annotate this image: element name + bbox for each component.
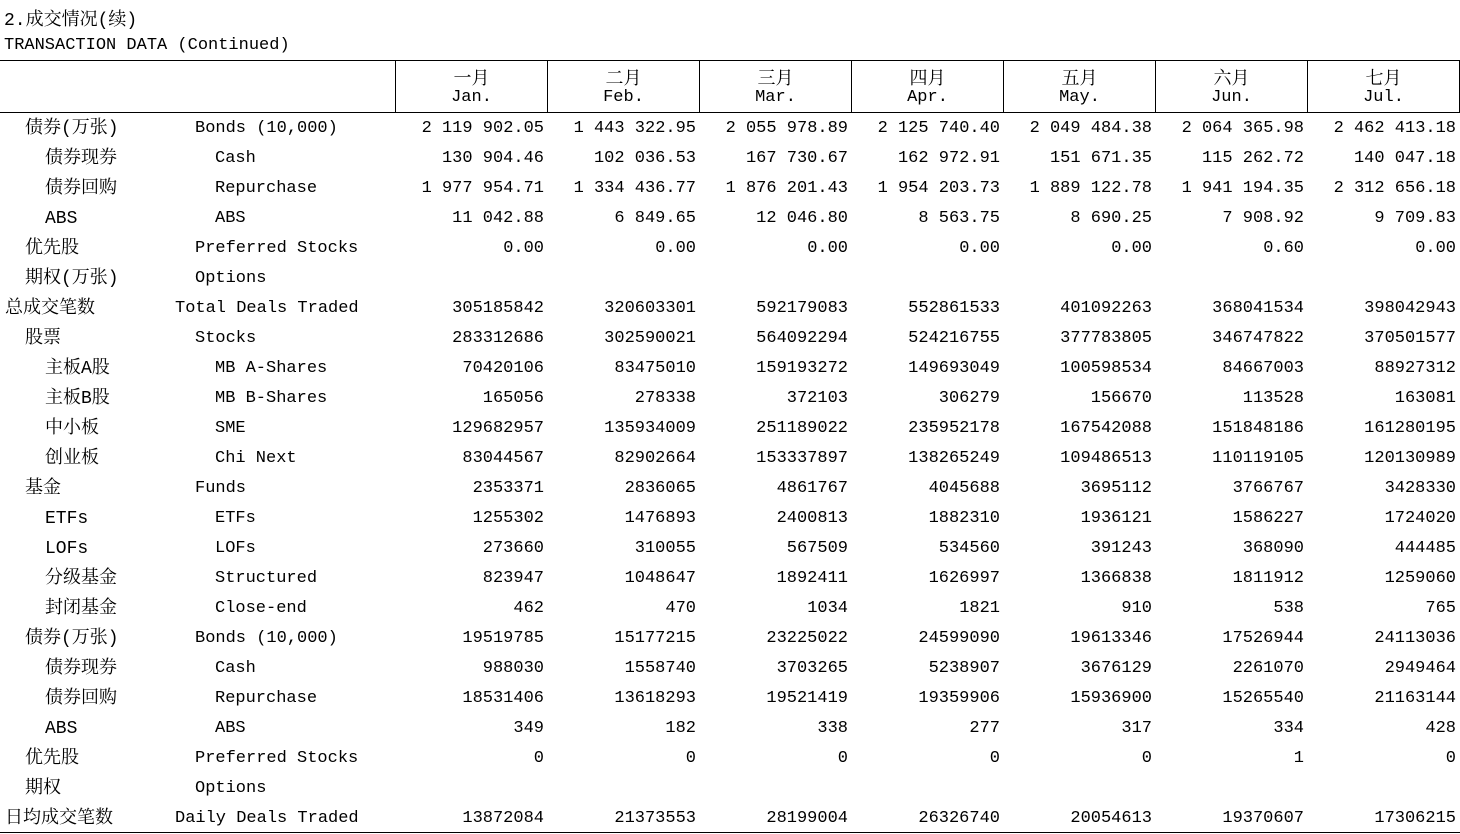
cell-value: 151848186 (1212, 419, 1304, 438)
cell-value: 138265249 (908, 449, 1000, 468)
cell-value: 28199004 (766, 809, 848, 828)
cell-value: 182 (665, 719, 696, 738)
row-label-en: Structured (215, 569, 318, 588)
cell-value: 109486513 (1060, 449, 1152, 468)
row-label-cn: 股票 (25, 329, 61, 349)
cell-value: 12 046.80 (756, 209, 848, 228)
table-row (0, 474, 1460, 504)
table-header (395, 61, 1460, 112)
cell-value: 19370607 (1222, 809, 1304, 828)
cell-value: 13618293 (614, 689, 696, 708)
cell-value: 1936121 (1080, 509, 1152, 528)
row-label-en: Bonds (10,000) (195, 119, 338, 138)
table-row (0, 384, 1460, 414)
cell-value: 470 (665, 599, 696, 618)
table-title: 2.成交情况(续) (4, 11, 138, 31)
cell-value: 163081 (1394, 389, 1456, 408)
cell-value: 1892411 (776, 569, 848, 588)
column-header-jun (1155, 61, 1307, 112)
row-label-cn: LOFs (45, 539, 89, 559)
row-label-cn: 日均成交笔数 (5, 809, 113, 829)
cell-value: 1 941 194.35 (1181, 179, 1304, 198)
cell-value: 3766767 (1232, 479, 1304, 498)
cell-value: 368041534 (1212, 299, 1304, 318)
cell-value: 11 042.88 (452, 209, 544, 228)
cell-value: 1476893 (624, 509, 696, 528)
cell-value: 0 (837, 749, 848, 768)
cell-value: 6 849.65 (614, 209, 696, 228)
table-row (0, 804, 1460, 834)
row-label-cn: 债券(万张) (25, 629, 119, 649)
row-label-cn: 期权 (25, 779, 61, 799)
row-label-en: ETFs (215, 509, 256, 528)
row-label-cn: ABS (45, 209, 78, 229)
table-row (0, 234, 1460, 264)
cell-value: 235952178 (908, 419, 1000, 438)
cell-value: 88927312 (1374, 359, 1456, 378)
month-cn: 七月 (1365, 70, 1402, 90)
cell-value: 1586227 (1232, 509, 1304, 528)
row-label-en: Funds (195, 479, 247, 498)
row-label-en: Repurchase (215, 689, 318, 708)
table-row (0, 414, 1460, 444)
cell-value: 19613346 (1070, 629, 1152, 648)
table-row (0, 624, 1460, 654)
row-label-en: Options (195, 779, 267, 798)
cell-value: 1 954 203.73 (877, 179, 1000, 198)
cell-value: 20054613 (1070, 809, 1152, 828)
cell-value: 349 (513, 719, 544, 738)
row-label-cn: 基金 (25, 479, 61, 499)
month-cn: 六月 (1213, 70, 1250, 90)
row-label-en: LOFs (215, 539, 256, 558)
cell-value: 135934009 (604, 419, 696, 438)
cell-value: 1724020 (1384, 509, 1456, 528)
cell-value: 161280195 (1364, 419, 1456, 438)
cell-value: 401092263 (1060, 299, 1152, 318)
cell-value: 26326740 (918, 809, 1000, 828)
cell-value: 1811912 (1232, 569, 1304, 588)
table-row (0, 564, 1460, 594)
cell-value: 110119105 (1212, 449, 1304, 468)
cell-value: 19521419 (766, 689, 848, 708)
cell-value: 334 (1273, 719, 1304, 738)
cell-value: 377783805 (1060, 329, 1152, 348)
cell-value: 3695112 (1080, 479, 1152, 498)
cell-value: 1 334 436.77 (573, 179, 696, 198)
month-en: Jul. (1363, 88, 1404, 107)
cell-value: 538 (1273, 599, 1304, 618)
cell-value: 910 (1121, 599, 1152, 618)
cell-value: 149693049 (908, 359, 1000, 378)
row-label-cn: 优先股 (25, 749, 79, 769)
cell-value: 306279 (938, 389, 1000, 408)
cell-value: 1048647 (624, 569, 696, 588)
cell-value: 0 (1445, 749, 1456, 768)
month-en: Apr. (907, 88, 948, 107)
cell-value: 567509 (786, 539, 848, 558)
cell-value: 0 (685, 749, 696, 768)
cell-value: 370501577 (1364, 329, 1456, 348)
table-row (0, 264, 1460, 294)
month-en: Jun. (1211, 88, 1252, 107)
cell-value: 162 972.91 (897, 149, 1000, 168)
cell-value: 3428330 (1384, 479, 1456, 498)
cell-value: 0.60 (1263, 239, 1304, 258)
cell-value: 3676129 (1080, 659, 1152, 678)
cell-value: 2 049 484.38 (1029, 119, 1152, 138)
month-cn: 四月 (909, 70, 946, 90)
row-label-cn: 分级基金 (45, 569, 117, 589)
cell-value: 346747822 (1212, 329, 1304, 348)
cell-value: 2836065 (624, 479, 696, 498)
table-row (0, 204, 1460, 234)
table-row (0, 354, 1460, 384)
cell-value: 83044567 (462, 449, 544, 468)
row-label-en: ABS (215, 209, 246, 228)
cell-value: 0 (1141, 749, 1152, 768)
cell-value: 310055 (634, 539, 696, 558)
table-row (0, 114, 1460, 144)
cell-value: 283312686 (452, 329, 544, 348)
table-row (0, 174, 1460, 204)
cell-value: 320603301 (604, 299, 696, 318)
row-label-en: Close-end (215, 599, 307, 618)
cell-value: 15177215 (614, 629, 696, 648)
cell-value: 1558740 (624, 659, 696, 678)
row-label-cn: 债券回购 (45, 179, 117, 199)
cell-value: 115 262.72 (1201, 149, 1304, 168)
table-row (0, 324, 1460, 354)
cell-value: 0.00 (503, 239, 544, 258)
cell-value: 13872084 (462, 809, 544, 828)
cell-value: 988030 (482, 659, 544, 678)
cell-value: 1 876 201.43 (725, 179, 848, 198)
cell-value: 0 (989, 749, 1000, 768)
cell-value: 2 125 740.40 (877, 119, 1000, 138)
row-label-en: Repurchase (215, 179, 318, 198)
cell-value: 534560 (938, 539, 1000, 558)
cell-value: 8 563.75 (918, 209, 1000, 228)
cell-value: 5238907 (928, 659, 1000, 678)
row-label-cn: 中小板 (45, 419, 99, 439)
month-cn: 一月 (453, 70, 490, 90)
cell-value: 100598534 (1060, 359, 1152, 378)
table-row (0, 684, 1460, 714)
cell-value: 1259060 (1384, 569, 1456, 588)
row-label-en: Options (195, 269, 267, 288)
cell-value: 4861767 (776, 479, 848, 498)
row-label-cn: 期权(万张) (25, 269, 119, 289)
cell-value: 0.00 (1111, 239, 1152, 258)
cell-value: 391243 (1090, 539, 1152, 558)
cell-value: 1882310 (928, 509, 1000, 528)
cell-value: 19359906 (918, 689, 1000, 708)
cell-value: 1626997 (928, 569, 1000, 588)
cell-value: 21163144 (1374, 689, 1456, 708)
cell-value: 765 (1425, 599, 1456, 618)
row-label-cn: ETFs (45, 509, 89, 529)
cell-value: 444485 (1394, 539, 1456, 558)
cell-value: 167 730.67 (745, 149, 848, 168)
cell-value: 15936900 (1070, 689, 1152, 708)
table-row (0, 534, 1460, 564)
cell-value: 0.00 (655, 239, 696, 258)
cell-value: 1255302 (472, 509, 544, 528)
row-label-cn: 债券(万张) (25, 119, 119, 139)
table-row (0, 714, 1460, 744)
cell-value: 524216755 (908, 329, 1000, 348)
row-label-cn: ABS (45, 719, 78, 739)
cell-value: 19519785 (462, 629, 544, 648)
cell-value: 1 443 322.95 (573, 119, 696, 138)
row-label-cn: 债券现券 (45, 659, 117, 679)
cell-value: 338 (817, 719, 848, 738)
cell-value: 1034 (807, 599, 848, 618)
cell-value: 2353371 (472, 479, 544, 498)
row-label-cn: 创业板 (45, 449, 99, 469)
row-label-cn: 债券现券 (45, 149, 117, 169)
table-row (0, 444, 1460, 474)
month-en: Mar. (755, 88, 796, 107)
row-label-cn: 优先股 (25, 239, 79, 259)
row-label-en: ABS (215, 719, 246, 738)
month-en: Jan. (451, 88, 492, 107)
cell-value: 140 047.18 (1353, 149, 1456, 168)
table-row (0, 144, 1460, 174)
month-cn: 三月 (757, 70, 794, 90)
cell-value: 1 889 122.78 (1029, 179, 1152, 198)
cell-value: 9 709.83 (1374, 209, 1456, 228)
cell-value: 462 (513, 599, 544, 618)
month-cn: 五月 (1061, 70, 1098, 90)
column-header-feb (547, 61, 699, 112)
row-label-en: Cash (215, 659, 256, 678)
cell-value: 4045688 (928, 479, 1000, 498)
cell-value: 18531406 (462, 689, 544, 708)
cell-value: 372103 (786, 389, 848, 408)
row-label-cn: 封闭基金 (45, 599, 117, 619)
cell-value: 17306215 (1374, 809, 1456, 828)
cell-value: 8 690.25 (1070, 209, 1152, 228)
cell-value: 23225022 (766, 629, 848, 648)
cell-value: 273660 (482, 539, 544, 558)
cell-value: 428 (1425, 719, 1456, 738)
cell-value: 564092294 (756, 329, 848, 348)
table-row (0, 504, 1460, 534)
cell-value: 1821 (959, 599, 1000, 618)
cell-value: 15265540 (1222, 689, 1304, 708)
table-row (0, 654, 1460, 684)
cell-value: 165056 (482, 389, 544, 408)
cell-value: 1 (1293, 749, 1304, 768)
cell-value: 0.00 (959, 239, 1000, 258)
cell-value: 113528 (1242, 389, 1304, 408)
row-label-en: MB A-Shares (215, 359, 328, 378)
cell-value: 153337897 (756, 449, 848, 468)
cell-value: 302590021 (604, 329, 696, 348)
row-label-en: SME (215, 419, 246, 438)
cell-value: 0 (533, 749, 544, 768)
row-label-en: Stocks (195, 329, 257, 348)
cell-value: 84667003 (1222, 359, 1304, 378)
row-label-en: Chi Next (215, 449, 297, 468)
cell-value: 83475010 (614, 359, 696, 378)
row-label-cn: 主板B股 (45, 389, 110, 409)
row-label-en: Total Deals Traded (175, 299, 359, 318)
cell-value: 278338 (634, 389, 696, 408)
table-row (0, 294, 1460, 324)
cell-value: 2400813 (776, 509, 848, 528)
cell-value: 151 671.35 (1049, 149, 1152, 168)
column-header-may (1003, 61, 1155, 112)
month-en: Feb. (603, 88, 644, 107)
cell-value: 82902664 (614, 449, 696, 468)
row-label-en: Preferred Stocks (195, 239, 359, 258)
cell-value: 823947 (482, 569, 544, 588)
cell-value: 24599090 (918, 629, 1000, 648)
cell-value: 2 312 656.18 (1333, 179, 1456, 198)
row-label-cn: 债券回购 (45, 689, 117, 709)
table-row (0, 744, 1460, 774)
cell-value: 368090 (1242, 539, 1304, 558)
table-bottom-rule (0, 832, 1460, 833)
table-body (0, 114, 1460, 834)
cell-value: 156670 (1090, 389, 1152, 408)
cell-value: 1366838 (1080, 569, 1152, 588)
cell-value: 2 064 365.98 (1181, 119, 1304, 138)
table-subtitle: TRANSACTION DATA (Continued) (4, 36, 290, 55)
cell-value: 159193272 (756, 359, 848, 378)
cell-value: 1 977 954.71 (421, 179, 544, 198)
cell-value: 2 119 902.05 (421, 119, 544, 138)
cell-value: 2 055 978.89 (725, 119, 848, 138)
column-header-apr (851, 61, 1003, 112)
cell-value: 17526944 (1222, 629, 1304, 648)
cell-value: 2261070 (1232, 659, 1304, 678)
cell-value: 102 036.53 (593, 149, 696, 168)
cell-value: 130 904.46 (441, 149, 544, 168)
cell-value: 251189022 (756, 419, 848, 438)
cell-value: 7 908.92 (1222, 209, 1304, 228)
row-label-en: Preferred Stocks (195, 749, 359, 768)
cell-value: 317 (1121, 719, 1152, 738)
cell-value: 70420106 (462, 359, 544, 378)
row-label-en: Cash (215, 149, 256, 168)
cell-value: 398042943 (1364, 299, 1456, 318)
table-row (0, 774, 1460, 804)
cell-value: 305185842 (452, 299, 544, 318)
month-cn: 二月 (605, 70, 642, 90)
cell-value: 2949464 (1384, 659, 1456, 678)
cell-value: 277 (969, 719, 1000, 738)
cell-value: 167542088 (1060, 419, 1152, 438)
column-header-jul (1307, 61, 1460, 112)
cell-value: 552861533 (908, 299, 1000, 318)
row-label-en: Daily Deals Traded (175, 809, 359, 828)
row-label-cn: 总成交笔数 (5, 299, 95, 319)
month-en: May. (1059, 88, 1100, 107)
table-row (0, 594, 1460, 624)
row-label-en: MB B-Shares (215, 389, 328, 408)
header-bottom-rule (0, 112, 1460, 113)
cell-value: 129682957 (452, 419, 544, 438)
cell-value: 21373553 (614, 809, 696, 828)
cell-value: 120130989 (1364, 449, 1456, 468)
cell-value: 2 462 413.18 (1333, 119, 1456, 138)
column-header-mar (699, 61, 851, 112)
cell-value: 24113036 (1374, 629, 1456, 648)
cell-value: 0.00 (807, 239, 848, 258)
cell-value: 0.00 (1415, 239, 1456, 258)
column-header-jan (395, 61, 547, 112)
row-label-cn: 主板A股 (45, 359, 110, 379)
row-label-en: Bonds (10,000) (195, 629, 338, 648)
cell-value: 592179083 (756, 299, 848, 318)
cell-value: 3703265 (776, 659, 848, 678)
